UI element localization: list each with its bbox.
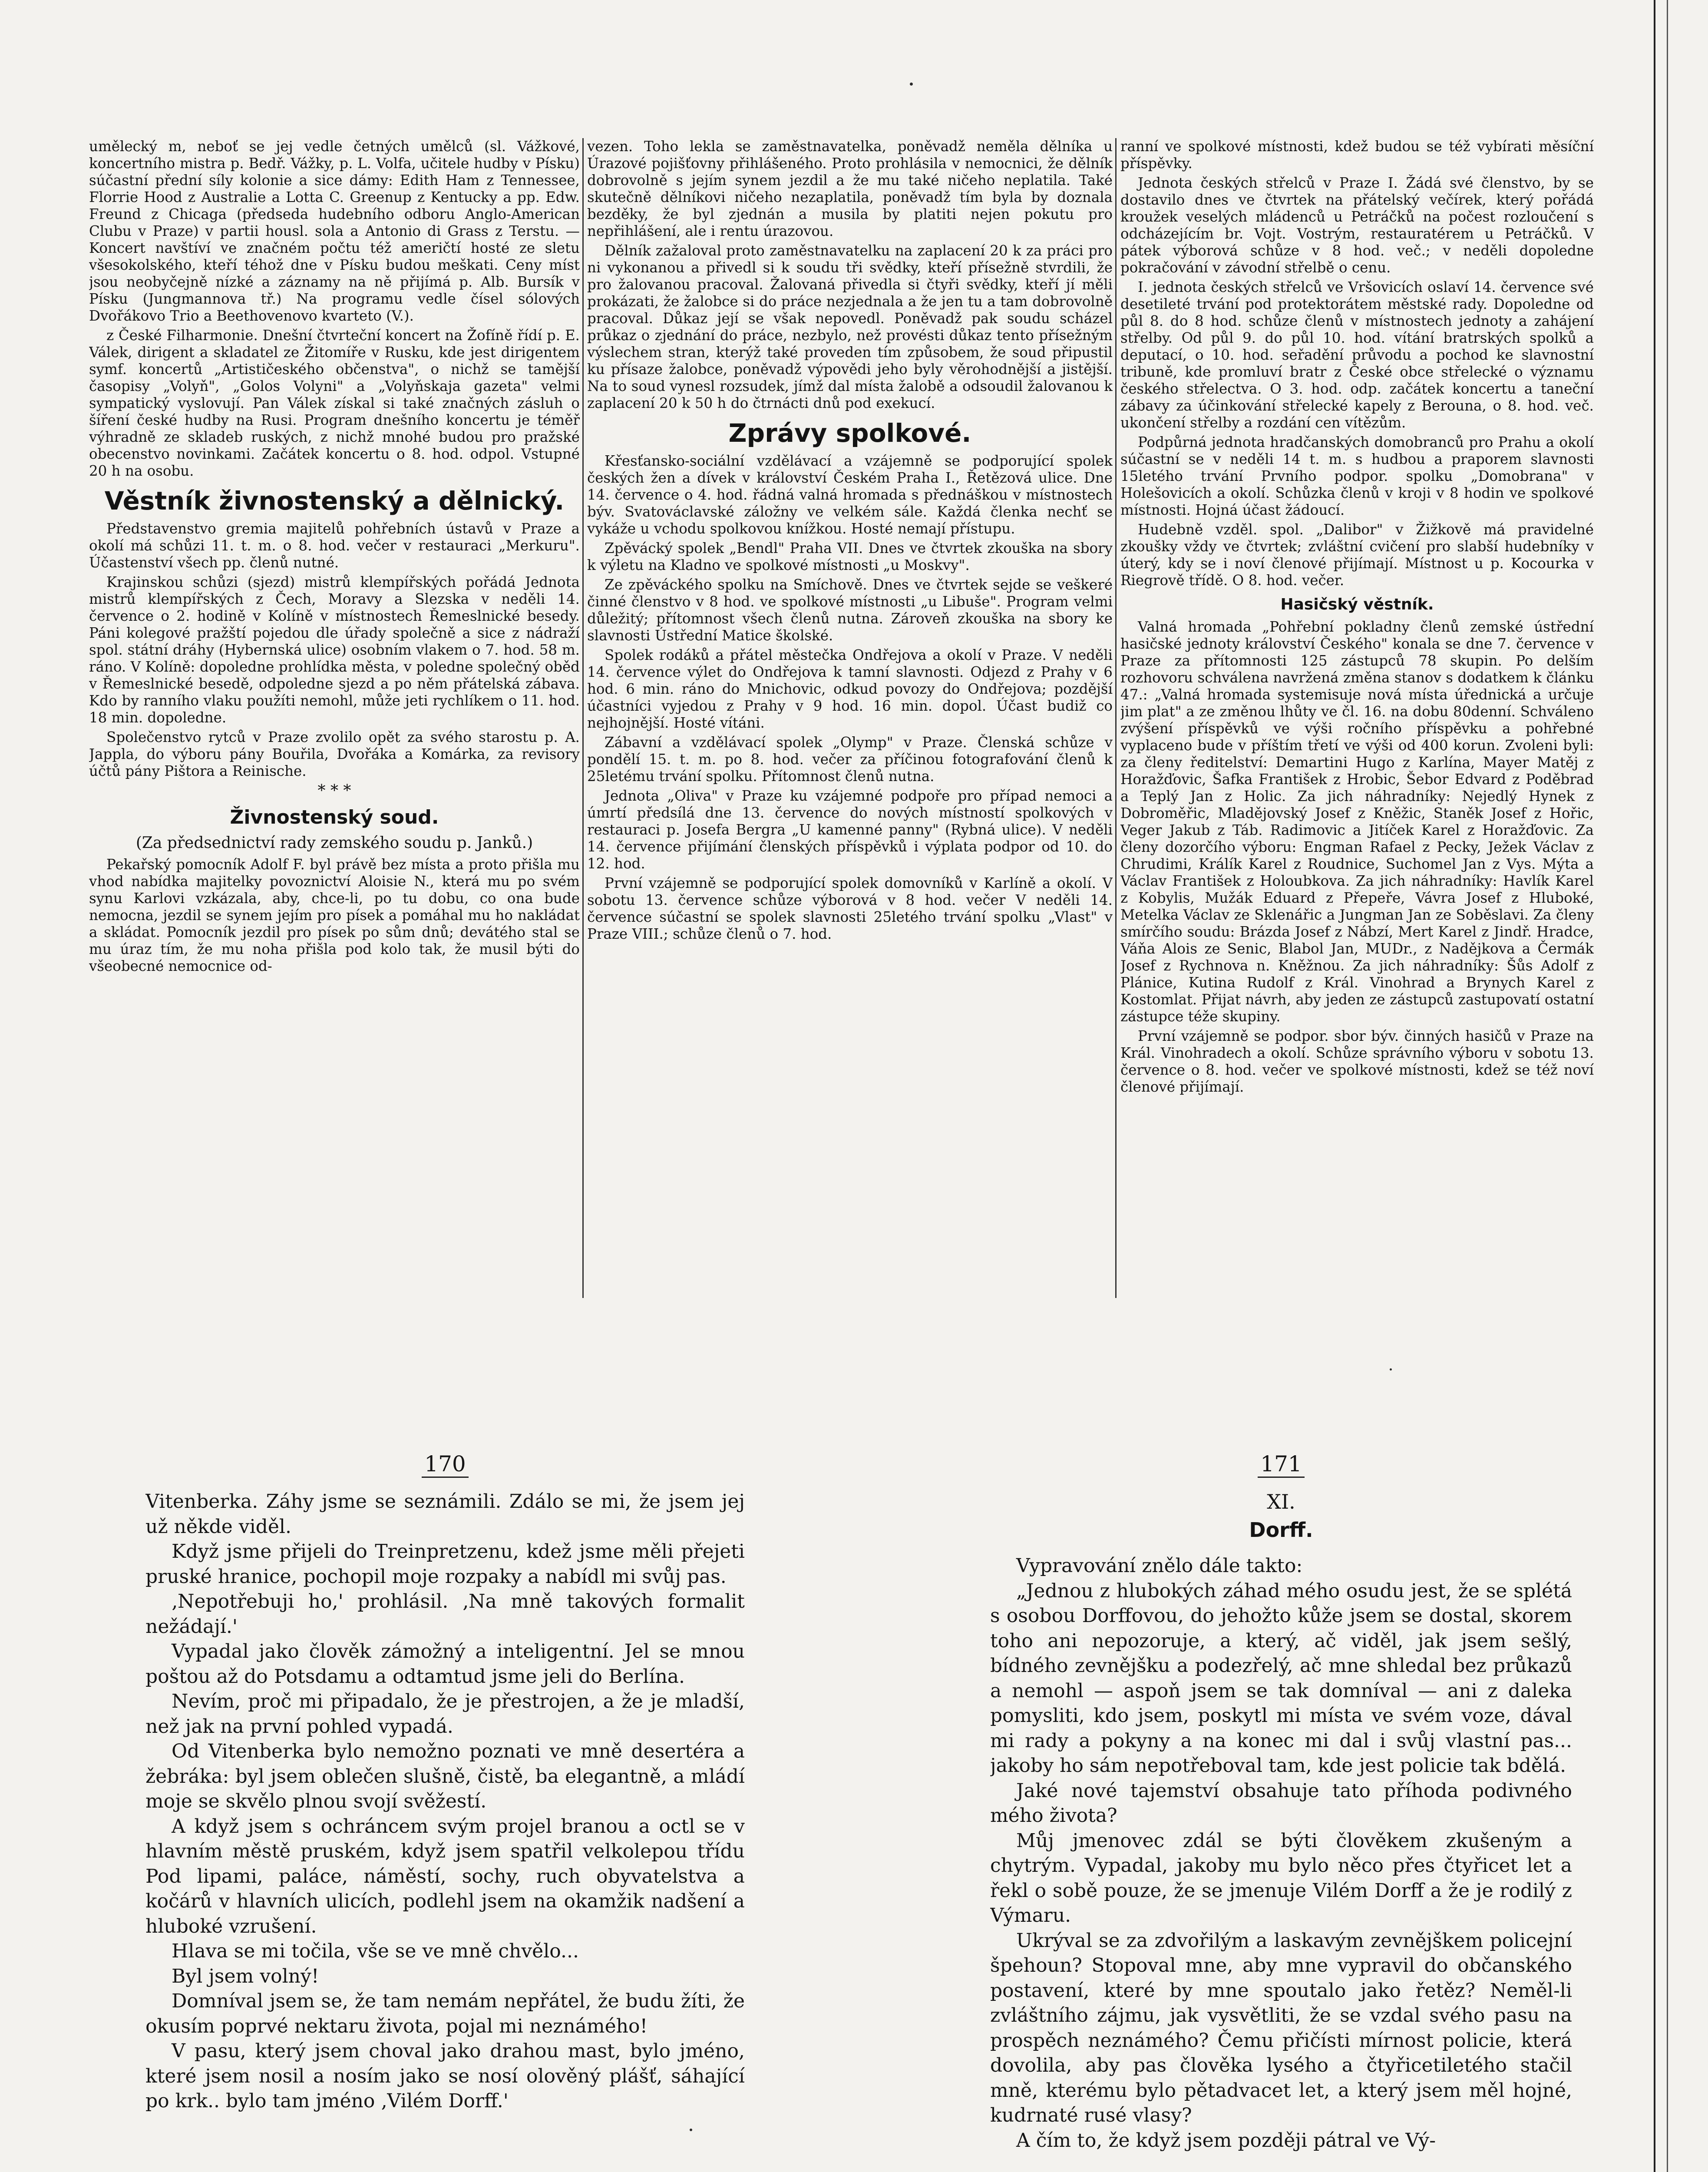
page-edge-line — [1654, 0, 1655, 2172]
article-paragraph: Křesťansko-sociální vzdělávací a vzájemně se podporující spolek českých žen a dívek v království Českém Praha I., Řetězová ulice. Dne 14. července o 4. hod. řádná valná hromada s přednáškou v místnostech býv. Svatováclavské záložny ve velkém sále. Každá členka nechť se vykáže u vchodu spolkovou knížkou. Hosté nemají přístupu. — [587, 453, 1113, 537]
article-paragraph: Zábavní a vzdělávací spolek „Olymp" v Praze. Členská schůze v pondělí 15. t. m. po 8. hod. večer za příčinou fotografování členů k 25letému trvání spolku. Přítomnost členů nutna. — [587, 734, 1113, 785]
column-divider — [582, 138, 584, 1298]
book-paragraph: Ukrýval se za zdvořilým a laskavým zevnějškem policejní špehoun? Stopoval mne, aby mne vypravil do občanského postavení, které by mne spoutalo jako řetěz? Neměl-li zvláštního zájmu, jak vysvětliti, že se vzdal svého pasu na prospěch neznámého? Čemu přičísti mírnost policie, která dovolila, aby pas člověka lysého a čtyřicetiletého stačil mně, kterému bylo pětadvacet let, a který jsem měl hojné, kudrnaté rusé vlasy? — [990, 1929, 1572, 2126]
article-paragraph: Ze zpěváckého spolku na Smíchově. Dnes ve čtvrtek sejde se veškeré činné členstvo v 8 hod. ve spolkové místnosti „u Libuše". Program velmi důležitý; přítomnost všech členů nutna. Zároveň zkouška na sbory ke slavnosti Ústřední Matice školské. — [587, 576, 1113, 644]
book-paragraph: Vypravování znělo dále takto: — [1016, 1555, 1303, 1577]
book-paragraph: A když jsem s ochráncem svým projel branou a octl se v hlavním městě pruském, když jsem spatřil velkolepou třídu Pod lipami, paláce, náměstí, sochy, ruch obyvatelstva a kočárů v hlavních ulicích, podlehl jsem na okamžik nadšení a hluboké vzrušení. — [145, 1815, 745, 1937]
article-paragraph: Podpůrná jednota hradčanských domobranců pro Prahu a okolí súčastní se v neděli 14 t. m. s hudbou a praporem slavnosti 15letého trvání Prvního podpor. spolku „Domobrana" v Holešovicích a okolí. Schůzka členů v kroji v 8 hodin ve spolkové místnosti. Hojná účast žádoucí. — [1120, 434, 1594, 518]
book-paragraph: Můj jmenovec zdál se býti člověkem zkušeným a chytrým. Vypadal, jakoby mu bylo něco přes čtyřicet let a řekl o sobě pouze, že se jmenuje Vilém Dorff a že je rodilý z Výmaru. — [990, 1829, 1572, 1927]
page-number-label: 170 — [422, 1451, 468, 1478]
article-paragraph: Jednota „Oliva" v Praze ku vzájemné podpoře pro případ nemoci a úmrtí předsílá dne 13. července do nových místností spolkových v restauraci p. Josefa Bergra „U kamenné panny" (Rybná ulice). V neděli 14. července přijímání členských příspěvků i výplata podpor od 10. do 12. hod. — [587, 788, 1113, 872]
book-paragraph: V pasu, který jsem choval jako drahou mast, bylo jméno, které jsem nosil a nosím jako se nosí olověný plášť, sáhající po krk.. bylo tam jméno ‚Vilém Dorff.' — [145, 2040, 745, 2112]
article-paragraph: Krajinskou schůzi (sjezd) mistrů klempířských pořádá Jednota mistrů klempířských z Čech, Moravy a Slezska v neděli 14. července o 2. hodině v Kolíně v místnostech Řemeslnické besedy. Páni kolegové pražští pojedou dle úřady společně a sice z nádraží spol. státní dráhy (Hybernská ulice) osobním vlakem o 7. hod. 58 m. ráno. V Kolíně: dopoledne prohlídka města, v poledne společný oběd v Řemeslnické besedě, odpoledne sjezd a po něm přátelská zábava. Kdo by ranního vlaku použíti nemohl, může jeti rychlíkem o 11. hod. 18 min. dopoledne. — [89, 574, 580, 726]
section-separator: * * * — [317, 782, 351, 800]
book-paragraph: Byl jsem volný! — [172, 1965, 319, 1987]
article-paragraph: Spolek rodáků a přátel městečka Ondřejova a okolí v Praze. V neděli 14. července výlet do Ondřejova k tamní slavnosti. Odjezd z Prahy v 6 hod. 6 min. ráno do Mnichovic, odkud povozy do Ondřejova; pozdější účastníci vyjedou z Prahy v 9 hod. 16 min. dopol. Účast budiž co nejhojnější. Hosté vítáni. — [587, 647, 1113, 731]
book-paragraph: Vitenberka. Záhy jsme se seznámili. Zdálo se mi, že jsem jej už někde viděl. — [145, 1490, 745, 1538]
article-paragraph: Valná hromada „Pohřební pokladny členů zemské ústřední hasičské jednoty království Českého" konala se dne 7. července v Praze za přítomnosti 125 zástupců 78 skupin. Po delším rozhovoru schválena navržená změna stanov s dodatkem k článku 47.: „Valná hromada systemisuje nová místa úřednická a určuje jim plat" a ze změnou lhůty ve čl. 16. na dobu 80denní. Schváleno zvýšení příspěvků ve výši ročního příspěvku a pohřebné vyplaceno bude v příštím třetí ve výši od 400 korun. Zvoleni byli: za členy ředitelství: Demartini Hugo z Karlína, Mayer Matěj z Horažďovic, Šafka František z Hrobic, Šebor Edvard z Poděbrad a Teplý Jan z Holic. Za jich náhradníky: Nejedlý Hynek z Dobroměřic, Mladějovský Josef z Kněžic, Staněk Josef z Hořic, Veger Jakub z Táb. Radimovic a Jitíček Karel z Horažďovic. Za členy dozorčího výboru: Engman Rafael z Pecky, Ježek Václav z Chrudimi, Králík Karel z Roudnice, Suchomel Jan z Vys. Mýta a Václav František z Holoubkova. Za jich náhradníky: Havlík Karel z Kobylis, Mužák Eduard z Přepeře, Vávra Josef z Hluboké, Metelka Václav ze Sklenářic a Jungman Jan ze Soběslavi. Za členy smírčího soudu: Brázda Josef z Nábzí, Mert Karel z Jindř. Hradce, Váňa Alois ze Senic, Blabol Jan, MUDr., z Nadějkova a Čermák Josef z Rychnova n. Kněžnou. Za jich náhradníky: Šůs Adolf z Plánice, Kutina Rudolf z Král. Vinohrad a Brynych Karel z Kostomlat. Přijat návrh, aby jeden ze zástupců zastupovatí ostatní zástupce téže skupiny. — [1120, 619, 1594, 1025]
article-paragraph: Společenstvo rytců v Praze zvolilo opět za svého starostu p. A. Jappla, do výboru pány Bouřila, Dvořáka a Komárka, za revisory účtů pány Pištora a Reinische. — [89, 729, 580, 779]
article-paragraph: Představenstvo gremia majitelů pohřebních ústavů v Praze a okolí má schůzi 11. t. m. o 8. hod. večer v restauraci „Merkuru". Účastenství všech pp. členů nutné. — [89, 520, 580, 571]
book-paragraph: „Jednou z hlubokých záhad mého osudu jest, že se splétá s osobou Dorffovou, do jehožto kůže jsem se dostal, skorem toho ani nepozoruje, a který, ač viděl, jak jsem sešlý, bídného zevnějšku a podezřelý, ač mne shledal bez průkazů a nemohl — aspoň jsem se tak domníval — ani z daleka pomysliti, kdo jsem, poskytl mi místa ve svém voze, dával mi rady a pokyny a na konec mi dal i svůj vlastní pas... jakoby ho sám nepotřeboval tam, kde jest policie tak bdělá. — [990, 1579, 1572, 1777]
scan-speck — [690, 2129, 692, 2131]
article-paragraph: Pekařský pomocník Adolf F. byl právě bez místa a proto přišla mu vhod nabídka majitelky povoznictví Aloisie N., která mu po svém synu Karlovi vzkázala, aby, chce-li, po tu dobu, co ona bude nemocna, jezdil se synem jejím pro písek a pomáhal mu ho nakládat a skládat. Pomocník jezdil pro písek po sům dnů; devátého stal se mu úraz tím, že mu noha přišla pod kolo tak, že musil býti do všeobecné nemocnice od- — [89, 856, 580, 974]
section-heading: Zprávy spolkové. — [728, 418, 971, 448]
article-paragraph: Dělník zažaloval proto zaměstnavatelku na zaplacení 20 k za práci pro ni vykonanou a přivedl si k soudu tři svědky, kteří přísežně stvrdili, že pro žalovanou pracoval. Žalovaná přivedla si čtyři svědky, kteří jí měli prokázati, že žalobce si do práce nezjednala a že jen tu a tam dobrovolně pracoval. Důkaz její se však nepovedl. Poněvadž pak soudu scházel průkaz o zjednání do práce, nezbylo, než provésti důkaz tento přísežným výslechem stran, kterýž také proveden tím způsobem, že soud připustil ku přísaze žalobce, poněvadž výpovědi jeho byly věrohodnější a jistější. Na to soud vynesl rozsudek, jímž dal místa žalobě a odsoudil žalovanou k zaplacení 20 k 50 h do čtrnácti dnů pod exekucí. — [587, 242, 1113, 411]
book-paragraph: Jaké nové tajemství obsahuje tato příhoda podivného mého života? — [990, 1779, 1572, 1827]
section-heading: Živnostenský soud. — [230, 806, 439, 828]
book-page-left — [145, 1451, 745, 2172]
book-page-right — [990, 1451, 1572, 2172]
book-paragraph: Nevím, proč mi připadalo, že je přestrojen, a že je mladší, než jak na první pohled vypadá. — [145, 1690, 745, 1738]
article-paragraph: Hudebně vzděl. spol. „Dalibor" v Žižkově má pravidelné zkoušky vždy ve čtvrtek; zvláštní cvičení pro slabší hudebníky v úterý, kdy se i noví členové přijímají. Místnost u p. Kocourka v Riegrově třídě. O 8. hod. večer. — [1120, 521, 1594, 589]
book-paragraph: Hlava se mi točila, vše se ve mně chvělo... — [172, 1940, 579, 1962]
scan-speck — [1390, 1368, 1392, 1371]
page-number — [145, 1451, 745, 1477]
page-edge-line-inner — [1667, 0, 1668, 2172]
chapter-number: XI. — [1267, 1490, 1295, 1513]
book-paragraph: A čím to, že když jsem později pátral ve Vý- — [1016, 2129, 1436, 2152]
article-paragraph: Jednota českých střelců v Praze I. Žádá své členstvo, by se dostavilo dnes ve čtvrtek na přátelský večírek, který pořádá kroužek veselých mládenců u Petráčků na počest rozloučení s odcházejícím br. Vojt. Vostrým, restauratérem u Petráčků. V pátek výborová schůze v 8 hod. več.; v neděli dopoledne pokračování v závodní střelbě o cenu. — [1120, 175, 1594, 276]
book-paragraph: Když jsme přijeli do Treinpretzenu, kdež jsme měli přejeti pruské hranice, pochopil moje rozpaky a nabídl mi svůj pas. — [145, 1540, 745, 1588]
article-paragraph: z České Filharmonie. Dnešní čtvrteční koncert na Žofíně řídí p. E. Válek, dirigent a skladatel ze Žitomíře v Rusku, kde jest dirigentem symf. koncertů „Artističeského občenstva", o nichž se tamější časopisy „Volyň", „Golos Volyni" a „Volyňskaja gazeta" velmi sympatický vyslovují. Pan Válek získal si také značných zásluh o šíření české hudby na Rusi. Program dnešního koncertu je téměř výhradně ze skladeb ruských, z nichž mnohé budou pro pražské obecenstvo novinkami. Začátek koncertu o 8. hod. odpol. Vstupné 20 h na osobu. — [89, 327, 580, 479]
book-paragraph: Vypadal jako člověk zámožný a inteligentní. Jel se mnou poštou až do Potsdamu a odtamtud jsme jeli do Berlína. — [145, 1640, 745, 1688]
page-number — [990, 1451, 1572, 1477]
book-paragraph: Od Vitenberka bylo nemožno poznati ve mně desertéra a žebráka: byl jsem oblečen slušně, čistě, ba elegantně, a mládí moje se skvělo plnou svojí svěžestí. — [145, 1740, 745, 1812]
column-divider — [1115, 138, 1117, 1298]
article-paragraph: vezen. Toho lekla se zaměstnavatelka, poněvadž neměla dělníka u Úrazové pojišťovny přihlášeného. Proto prohlásila v nemocnici, že dělník dobrovolně s jejím synem jezdil a že mu také ničeho neplatila. Také skutečně dělníkovi ničeho nezaplatila, poněvadž tím byla by doznala bezděky, že byl zjednán a musila by platiti nejen pokutu pro nepřihlášení, ale i rentu úrazovou. — [587, 138, 1113, 239]
section-heading: Hasičský věstník. — [1280, 596, 1434, 613]
section-heading: Věstník živnostenský a dělnický. — [104, 486, 565, 516]
book-paragraph: ‚Nepotřebuji ho,' prohlásil. ‚Na mně takových formalit nežádají.' — [145, 1590, 745, 1638]
newspaper-column-3 — [1120, 138, 1594, 1337]
article-paragraph: ranní ve spolkové místnosti, kdež budou se též vybírati měsíční příspěvky. — [1120, 138, 1594, 172]
section-subheading: (Za předsednictví rady zemského soudu p. Janků.) — [135, 834, 533, 852]
scan-speck — [910, 83, 913, 86]
newspaper-column-2 — [587, 138, 1113, 1337]
article-paragraph: První vzájemně se podpor. sbor býv. činných hasičů v Praze na Král. Vinohradech a okolí. Schůze správního výboru v sobotu 13. července o 8. hod. večer ve spolkové místnosti, kdež se též noví členové přijímají. — [1120, 1028, 1594, 1095]
newspaper-column-1 — [89, 138, 580, 1337]
article-paragraph: Zpěvácký spolek „Bendl" Praha VII. Dnes ve čtvrtek zkouška na sbory k výletu na Kladno ve spolkové místnosti „u Moskvy". — [587, 540, 1113, 573]
chapter-title: Dorff. — [1249, 1518, 1313, 1542]
article-paragraph: umělecký m, neboť se jej vedle četných umělců (sl. Vážkové, koncertního mistra p. Bedř. Vážky, p. L. Volfa, učitele hudby v Písku) súčastní přední síly kolonie a sice dámy: Edith Ham z Tennessee, Florrie Hood z Australie a Lotta C. Greenup z Kentucky a pp. Edw. Freund z Chicaga (předseda hudebního odboru Anglo-American Clubu v Praze) v partii housl. sola a Antonio di Grass z Terstu. — Koncert navštíví ve značném počtu též američtí hosté ze sletu všesokolského, kteří téhož dne v Písku budou meškati. Ceny míst jsou neobyčejně nízké a záznamy na ně přijímá p. Alb. Bursík v Písku (Jungmannova tř.) Na programu vedle čísel sólových Dvořákovo Trio a Beethovenovo kvarteto (V.). — [89, 138, 580, 324]
page-number-label: 171 — [1258, 1451, 1304, 1478]
article-paragraph: První vzájemně se podporující spolek domovníků v Karlíně a okolí. V sobotu 13. července schůze výborová v 8 hod. večer V neděli 14. července súčastní se spolek slavnosti 25letého trvání spolku „Vlast" v Praze VIII.; schůze členů o 7. hod. — [587, 875, 1113, 942]
book-paragraph: Domníval jsem se, že tam nemám nepřátel, že budu žíti, že okusím poprvé nektaru života, pojal mi neznámého! — [145, 1990, 745, 2037]
article-paragraph: I. jednota českých střelců ve Vršovicích oslaví 14. července své desetileté trvání pod protektorátem městské rady. Dopoledne od půl 8. do 8 hod. schůze členů v místnostech jednoty a zahájení střelby. Od půl 9. do půl 10. hod. vítání bratrských spolků a deputací, o 10. hod. seřadění průvodu a pochod ke slavnostní tribuně, kde promluví bratr z České obce střelecké o významu českého střelectva. O 3. hod. odp. začátek koncertu a taneční zábavy za účinkování střelecké kapely z Berouna, o 8. hod. več. ukončení střelby a rozdání cen vítězům. — [1120, 279, 1594, 431]
